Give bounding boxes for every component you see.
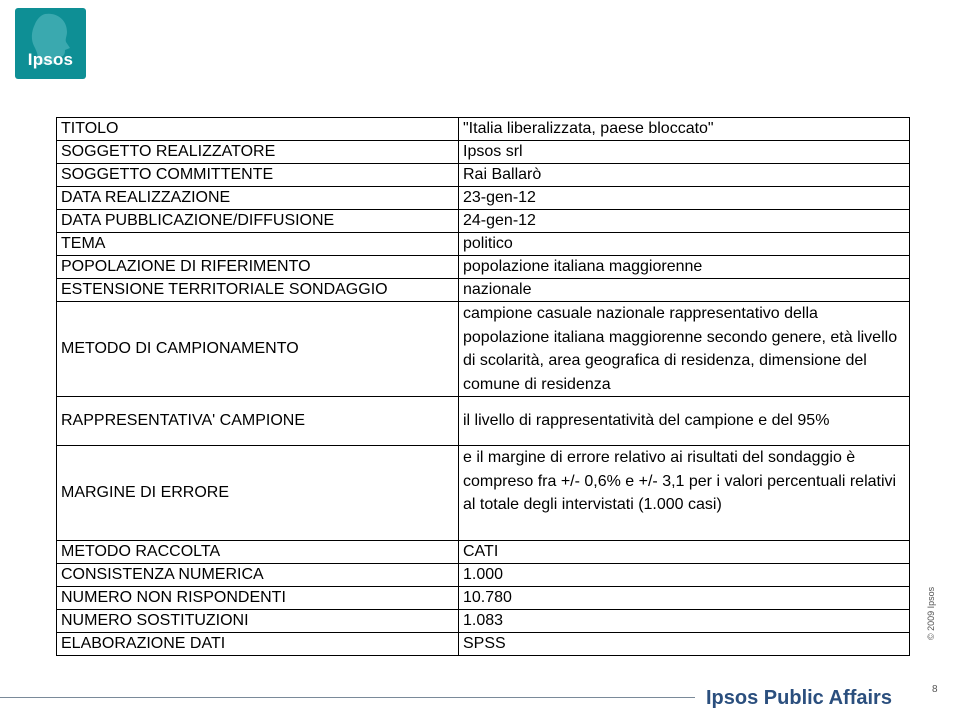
- row-label: SOGGETTO COMMITTENTE: [57, 164, 459, 187]
- row-label: MARGINE DI ERRORE: [57, 446, 459, 541]
- survey-info-table: [56, 117, 910, 656]
- table-row: [57, 164, 910, 187]
- row-value: SPSS: [459, 633, 910, 656]
- row-label: TITOLO: [57, 118, 459, 141]
- table-row: [57, 397, 910, 446]
- row-value: Rai Ballarò: [459, 164, 910, 187]
- table-row: [57, 564, 910, 587]
- row-label: METODO DI CAMPIONAMENTO: [57, 302, 459, 397]
- page-number: 8: [932, 684, 938, 695]
- table-row: [57, 446, 910, 541]
- logo-text: Ipsos: [27, 50, 74, 69]
- row-value: il livello di rappresentatività del campione e del 95%: [459, 397, 910, 446]
- row-value: 23-gen-12: [459, 187, 910, 210]
- row-value: 10.780: [459, 587, 910, 610]
- row-label: METODO RACCOLTA: [57, 541, 459, 564]
- row-value: Ipsos srl: [459, 141, 910, 164]
- row-value: 24-gen-12: [459, 210, 910, 233]
- row-value: e il margine di errore relativo ai risultati del sondaggio è compreso fra +/- 0,6% e +/- 3,1 per i valori percentuali relativi al totale degli intervistati (1.000 casi): [459, 446, 910, 541]
- row-label: NUMERO SOSTITUZIONI: [57, 610, 459, 633]
- table-row: [57, 256, 910, 279]
- row-label: SOGGETTO REALIZZATORE: [57, 141, 459, 164]
- row-value: "Italia liberalizzata, paese bloccato": [459, 118, 910, 141]
- table-row: [57, 302, 910, 397]
- row-label: DATA PUBBLICAZIONE/DIFFUSIONE: [57, 210, 459, 233]
- ipsos-logo: [15, 8, 86, 79]
- row-label: POPOLAZIONE DI RIFERIMENTO: [57, 256, 459, 279]
- row-label: ELABORAZIONE DATI: [57, 633, 459, 656]
- table-row: [57, 633, 910, 656]
- copyright-notice: © 2009 Ipsos: [926, 586, 936, 640]
- row-value: CATI: [459, 541, 910, 564]
- table-row: [57, 541, 910, 564]
- table-row: [57, 610, 910, 633]
- row-value: 1.083: [459, 610, 910, 633]
- table-row: [57, 279, 910, 302]
- row-label: DATA REALIZZAZIONE: [57, 187, 459, 210]
- table-row: [57, 118, 910, 141]
- table-row: [57, 233, 910, 256]
- row-label: TEMA: [57, 233, 459, 256]
- row-label: ESTENSIONE TERRITORIALE SONDAGGIO: [57, 279, 459, 302]
- row-label: CONSISTENZA NUMERICA: [57, 564, 459, 587]
- table-row: [57, 587, 910, 610]
- row-label: NUMERO NON RISPONDENTI: [57, 587, 459, 610]
- row-value: nazionale: [459, 279, 910, 302]
- row-label: RAPPRESENTATIVA' CAMPIONE: [57, 397, 459, 446]
- brand-name: Ipsos Public Affairs: [706, 687, 892, 709]
- row-value: popolazione italiana maggiorenne: [459, 256, 910, 279]
- table-row: [57, 141, 910, 164]
- row-value: politico: [459, 233, 910, 256]
- row-value: 1.000: [459, 564, 910, 587]
- table-row: [57, 187, 910, 210]
- table-row: [57, 210, 910, 233]
- row-value: campione casuale nazionale rappresentativo della popolazione italiana maggiorenne secondo genere, età livello di scolarità, area geografica di residenza, dimensione del comune di residenza: [459, 302, 910, 397]
- footer-divider: [0, 697, 695, 698]
